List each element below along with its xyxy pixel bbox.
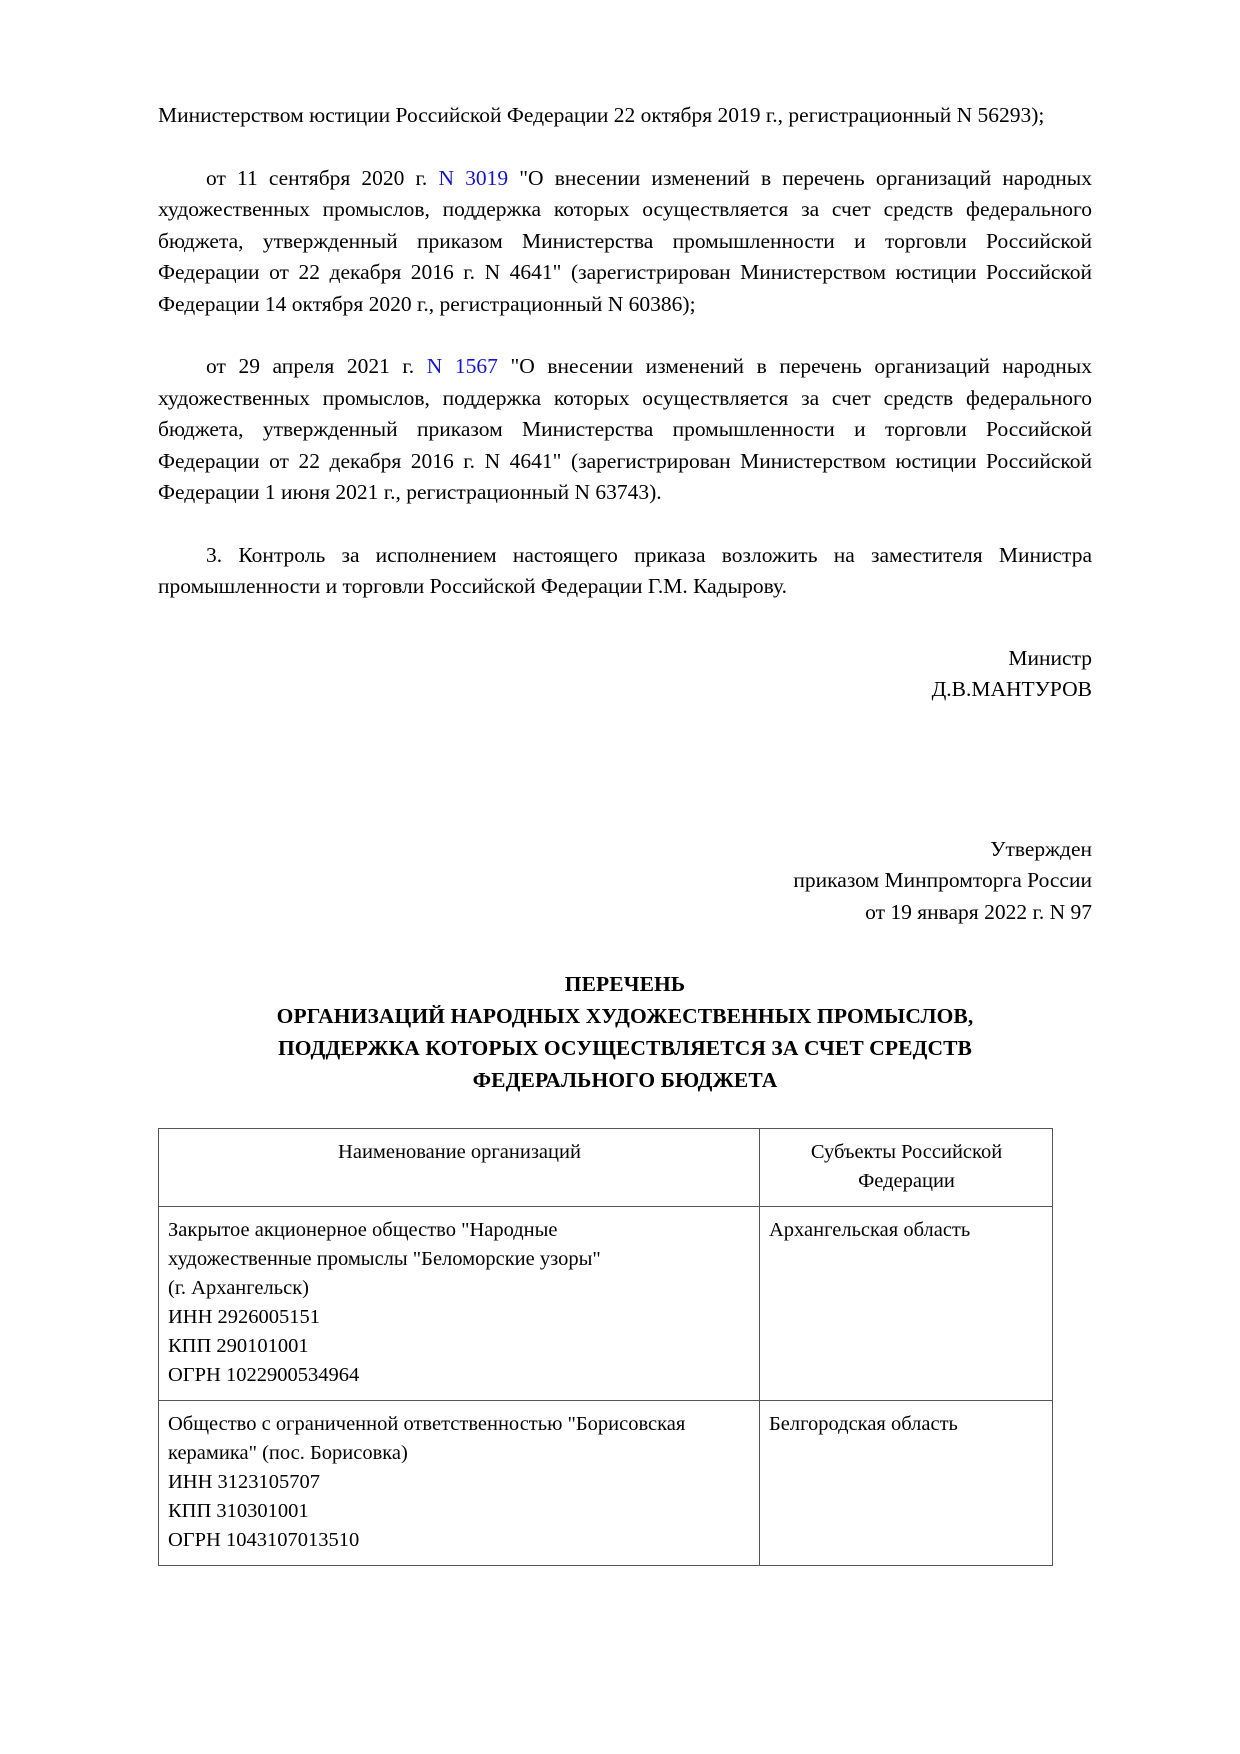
title-line-2: ОРГАНИЗАЦИЙ НАРОДНЫХ ХУДОЖЕСТВЕННЫХ ПРОМЫСЛОВ, [276, 1004, 974, 1028]
cell-line: Общество с ограниченной ответственностью "Борисовская [168, 1413, 686, 1435]
cell-line: ИНН 3123105707 [168, 1471, 321, 1493]
table-header-row [159, 1129, 1053, 1207]
signature-name: Д.В.МАНТУРОВ [931, 677, 1092, 701]
column-header-subject [760, 1129, 1053, 1207]
table-row [159, 1207, 1053, 1401]
table-row [159, 1401, 1053, 1566]
cell-line: (г. Архангельск) [168, 1277, 309, 1299]
approval-block [158, 834, 1092, 929]
signature-position: Министр [1008, 645, 1092, 670]
cell-line: ОГРН 1022900534964 [168, 1364, 360, 1386]
cell-line: КПП 310301001 [168, 1500, 309, 1522]
cell-line: Федерации [858, 1170, 955, 1192]
page-title [158, 968, 1092, 1096]
cell-line: Субъекты Российской [810, 1141, 1003, 1163]
cell-line: КПП 290101001 [168, 1335, 309, 1357]
reference-link[interactable]: N 3019 [438, 165, 509, 190]
cell-subject-region [760, 1401, 1053, 1566]
paragraph-order-1567: от 29 апреля 2021 г. N 1567 "О внесении изменений в перечень организаций народных художественных промыслов, поддержка которых осуществляется за счет средств федерального бюджета, утвержденный приказом Министерства промышленности и торговли Российской Федерации от 22 декабря 2016 г. N 4641" (зарегистрирован Министерством юстиции Российской Федерации 1 июня 2021 г., регистрационный N 63743). [158, 354, 1092, 504]
paragraph-order-3019: от 11 сентября 2020 г. N 3019 "О внесении изменений в перечень организаций народных художественных промыслов, поддержка которых осуществляется за счет средств федерального бюджета, утвержденный приказом Министерства промышленности и торговли Российской Федерации от 22 декабря 2016 г. N 4641" (зарегистрирован Министерством юстиции Российской Федерации 14 октября 2020 г., регистрационный N 60386); [158, 165, 1092, 316]
paragraph-spacer [158, 320, 1092, 351]
approval-line-3: от 19 января 2022 г. N 97 [865, 899, 1092, 924]
paragraph-control-clause: 3. Контроль за исполнением настоящего приказа возложить на заместителя Министра промышленности и торговли Российской Федерации Г.М. Кадырову. [158, 542, 1092, 598]
cell-line: ОГРН 1043107013510 [168, 1529, 360, 1551]
paragraph-spacer [158, 132, 1092, 163]
cell-line: Наименование организаций [338, 1141, 581, 1163]
cell-organization-name [159, 1207, 760, 1401]
cell-line: Закрытое акционерное общество "Народные [168, 1219, 558, 1241]
organizations-table [158, 1128, 1053, 1566]
cell-subject-region [760, 1207, 1053, 1401]
column-header-name [159, 1129, 760, 1207]
approval-line-2: приказом Минпромторга России [793, 868, 1092, 892]
reference-link[interactable]: N 1567 [426, 354, 498, 378]
title-line-3: ПОДДЕРЖКА КОТОРЫХ ОСУЩЕСТВЛЯЕТСЯ ЗА СЧЕТ СРЕДСТВ [277, 1036, 972, 1060]
cell-line: Белгородская область [769, 1413, 958, 1435]
cell-line: Архангельская область [769, 1219, 971, 1241]
cell-organization-name [159, 1401, 760, 1566]
signature-block [158, 643, 1092, 706]
paragraph-spacer [158, 509, 1092, 540]
title-line-1: ПЕРЕЧЕНЬ [564, 972, 686, 996]
approval-line-1: Утвержден [990, 836, 1092, 861]
paragraph-registration-56293: Министерством юстиции Российской Федерации 22 октября 2019 г., регистрационный N 56293); [158, 103, 1045, 127]
cell-line: ИНН 2926005151 [168, 1306, 321, 1328]
cell-line: художественные промыслы "Беломорские узоры" [168, 1248, 601, 1270]
cell-line: керамика" (пос. Борисовка) [168, 1442, 408, 1464]
table-body [159, 1129, 1053, 1566]
title-line-4: ФЕДЕРАЛЬНОГО БЮДЖЕТА [472, 1068, 778, 1092]
